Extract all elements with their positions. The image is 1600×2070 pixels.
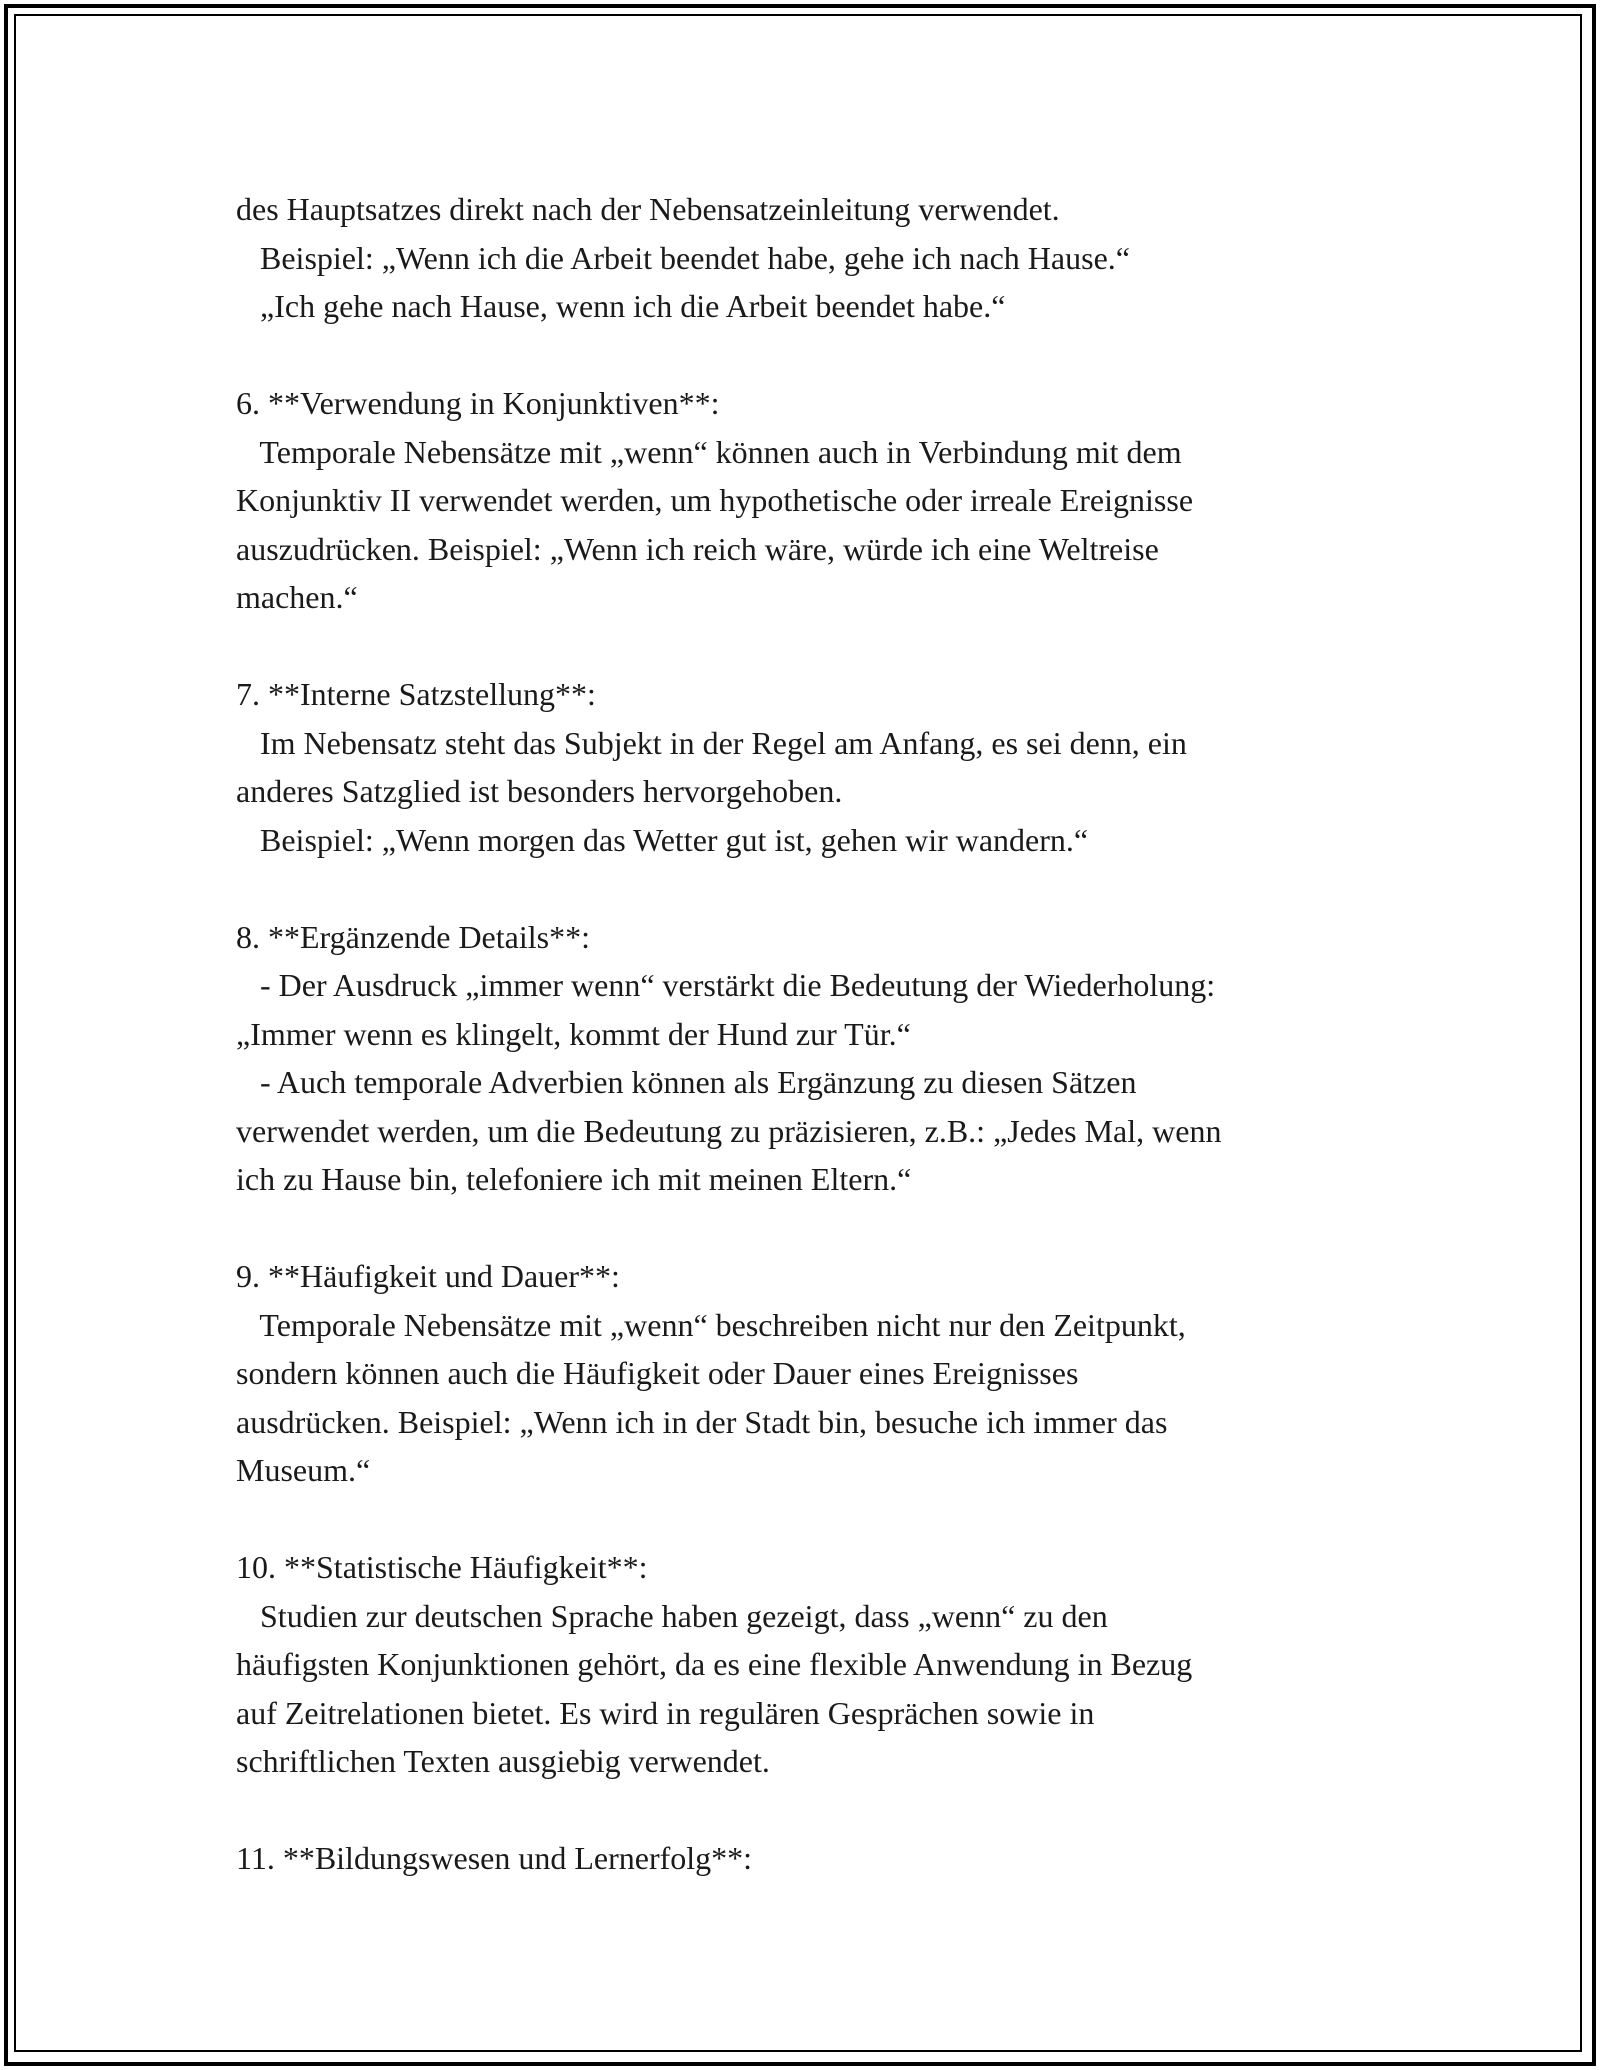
text-line: Konjunktiv II verwendet werden, um hypothetische oder irreale Ereignisse [236,482,1194,518]
paragraph-gap [236,864,1376,913]
text-line: häufigsten Konjunktionen gehört, da es eine flexible Anwendung in Bezug [236,1646,1193,1682]
section-9 [236,1252,1376,1495]
text-line: „Ich gehe nach Hause, wenn ich die Arbeit beendet habe.“ [236,288,1006,324]
text-line: ich zu Hause bin, telefoniere ich mit meinen Eltern.“ [236,1161,912,1197]
text-line: anderes Satzglied ist besonders hervorgehoben. [236,773,843,809]
section-11 [236,1834,1376,1883]
text-line: machen.“ [236,579,358,615]
paragraph-gap [236,331,1376,380]
section-heading: 6. **Verwendung in Konjunktiven**: [236,385,720,421]
paragraph-gap [236,1204,1376,1253]
text-line: verwendet werden, um die Bedeutung zu präzisieren, z.B.: „Jedes Mal, wenn [236,1112,1222,1149]
document-body [236,185,1376,1883]
section-heading: 9. **Häufigkeit und Dauer**: [236,1258,620,1294]
text-line: ausdrücken. Beispiel: „Wenn ich in der Stadt bin, besuche ich immer das [236,1403,1168,1440]
text-line: - Der Ausdruck „immer wenn“ verstärkt die Bedeutung der Wiederholung: [236,967,1216,1003]
text-line: schriftlichen Texten ausgiebig verwendet. [236,1743,770,1779]
paragraph-gap [236,1786,1376,1835]
intro-paragraph [236,185,1376,331]
text-line: Temporale Nebensätze mit „wenn“ beschreiben nicht nur den Zeitpunkt, [236,1306,1186,1343]
text-line: - Auch temporale Adverbien können als Ergänzung zu diesen Sätzen [236,1064,1137,1100]
section-heading: 11. **Bildungswesen und Lernerfolg**: [236,1840,753,1876]
section-8 [236,913,1376,1204]
section-10 [236,1543,1376,1786]
text-line: Beispiel: „Wenn morgen das Wetter gut ist, gehen wir wandern.“ [236,821,1089,858]
text-line: Beispiel: „Wenn ich die Arbeit beendet habe, gehe ich nach Hause.“ [236,239,1130,276]
section-7 [236,670,1376,864]
section-6 [236,379,1376,622]
text-line: des Hauptsatzes direkt nach der Nebensatzeinleitung verwendet. [236,191,1060,227]
paragraph-gap [236,622,1376,671]
text-line: sondern können auch die Häufigkeit oder Dauer eines Ereignisses [236,1355,1079,1391]
text-line: Im Nebensatz steht das Subjekt in der Regel am Anfang, es sei denn, ein [236,724,1187,761]
section-heading: 8. **Ergänzende Details**: [236,918,590,955]
section-heading: 7. **Interne Satzstellung**: [236,676,596,712]
text-line: Museum.“ [236,1452,371,1488]
text-line: Studien zur deutschen Sprache haben gezeigt, dass „wenn“ zu den [236,1597,1108,1634]
paragraph-gap [236,1495,1376,1544]
section-heading: 10. **Statistische Häufigkeit**: [236,1549,648,1585]
text-line: auf Zeitrelationen bietet. Es wird in regulären Gesprächen sowie in [236,1694,1095,1731]
text-line: „Immer wenn es klingelt, kommt der Hund zur Tür.“ [236,1015,911,1052]
text-line: auszudrücken. Beispiel: „Wenn ich reich wäre, würde ich eine Weltreise [236,530,1159,567]
text-line: Temporale Nebensätze mit „wenn“ können auch in Verbindung mit dem [236,433,1182,470]
